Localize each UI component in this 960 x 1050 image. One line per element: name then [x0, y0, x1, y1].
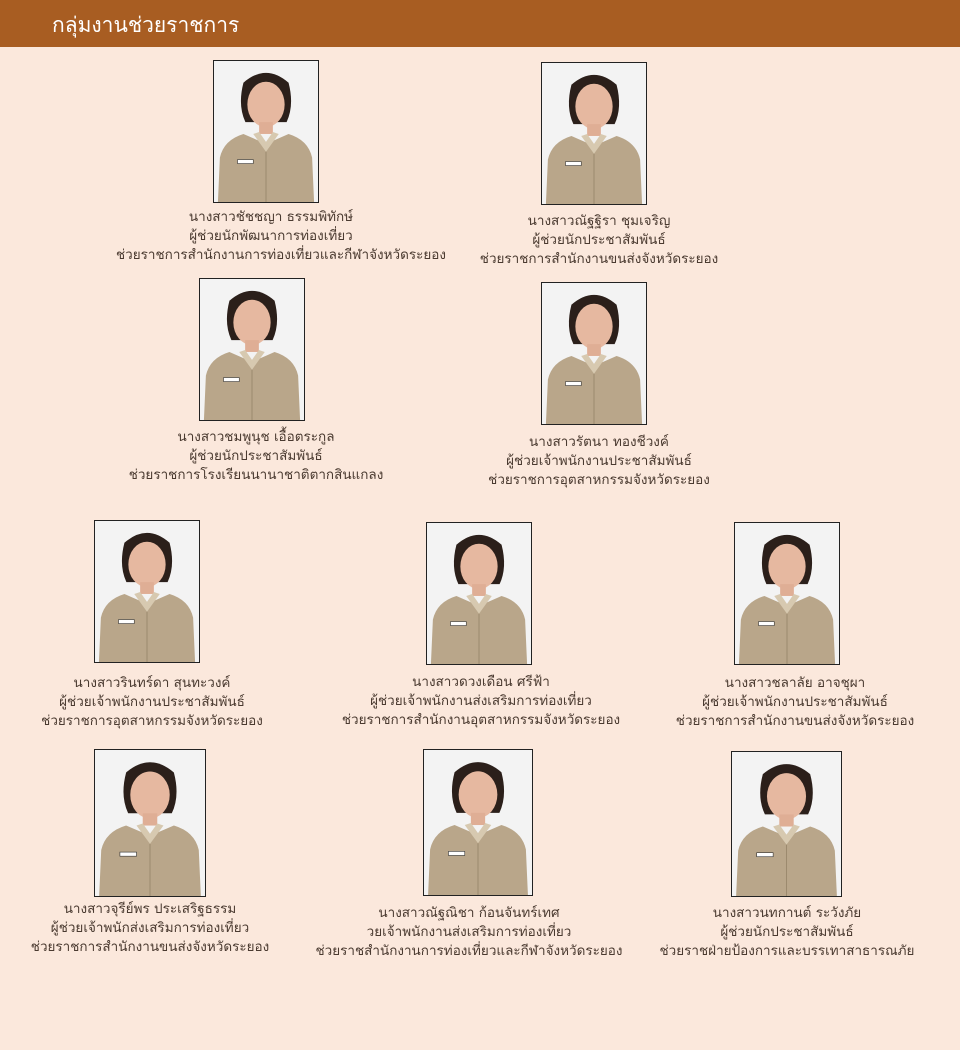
staff-position: ผู้ช่วยเจ้าพนักงานประชาสัมพันธ์ [59, 694, 245, 710]
staff-caption [670, 674, 920, 731]
staff-assignment: ช่วยราชฝ่ายป้องการและบรรเทาสาธารณภัย [659, 943, 915, 959]
staff-photo [213, 60, 319, 203]
staff-name: นางสาวณัฐณิชา ก้อนจันทร์เทศ [378, 905, 560, 921]
staff-photo [94, 520, 200, 663]
staff-assignment: ช่วยราชการโรงเรียนนานาชาติตากสินแกลง [128, 467, 384, 483]
staff-position: ผู้ช่วยเจ้าพนักส่งเสริมการท่องเที่ยว [50, 920, 250, 936]
staff-name: นางสาวจุรีย์พร ประเสริฐธรรม [63, 901, 237, 917]
staff-position: ผู้ช่วยนักประชาสัมพันธ์ [189, 448, 323, 464]
staff-name: นางสาวรัตนา ทองชีวงค์ [529, 434, 669, 450]
staff-photo [541, 282, 647, 425]
staff-name: นางสาวดวงเดือน ศรีฟ้า [412, 674, 550, 690]
staff-name: นางสาวชลาลัย อาจชุผา [724, 675, 866, 691]
header-title: กลุ่มงานช่วยราชการ [52, 13, 240, 37]
staff-position: ผู้ช่วยเจ้าพนักงานประชาสัมพันธ์ [702, 694, 888, 710]
staff-caption [474, 212, 724, 269]
staff-caption [116, 208, 446, 265]
staff-photo [94, 749, 206, 897]
staff-position: ผู้ช่วยนักพัฒนาการท่องเที่ยว [189, 228, 353, 244]
staff-assignment: ช่วยราชการอุตสาหกรรมจังหวัดระยอง [488, 472, 710, 488]
staff-photo [541, 62, 647, 205]
staff-caption [126, 428, 386, 485]
page-header [0, 0, 960, 47]
staff-name: นางสาวนทกานต์ ระวังภัย [712, 905, 862, 921]
staff-caption [655, 904, 919, 961]
staff-photo [426, 522, 532, 665]
staff-name: นางสาวชมพูนุช เอื้อตระกูล [177, 429, 335, 445]
staff-caption [474, 433, 724, 490]
staff-caption [37, 674, 267, 731]
staff-photo [734, 522, 840, 665]
staff-assignment: ช่วยราชการสำนักงานอุตสาหกรรมจังหวัดระยอง [341, 712, 621, 728]
staff-photo [199, 278, 305, 421]
staff-photo [423, 749, 533, 896]
staff-position: ผู้ช่วยเจ้าพนักงานประชาสัมพันธ์ [506, 453, 692, 469]
staff-assignment: ช่วยราชการอุตสาหกรรมจังหวัดระยอง [41, 713, 263, 729]
staff-photo [731, 751, 842, 897]
staff-position: ผู้ช่วยเจ้าพนักงานส่งเสริมการท่องเที่ยว [370, 693, 592, 709]
staff-caption [25, 900, 275, 957]
staff-caption [311, 904, 627, 961]
staff-name: นางสาวรินทร์ดา สุนทะวงค์ [73, 675, 231, 691]
staff-assignment: ช่วยราชการสำนักงานขนส่งจังหวัดระยอง [30, 939, 270, 955]
staff-position: ผู้ช่วยนักประชาสัมพันธ์ [532, 232, 666, 248]
staff-position: ผู้ช่วยนักประชาสัมพันธ์ [720, 924, 854, 940]
staff-caption [336, 673, 626, 730]
staff-name: นางสาวณัฐฐิรา ชุมเจริญ [527, 213, 671, 229]
staff-position: วยเจ้าพนักงานส่งเสริมการท่องเที่ยว [366, 924, 572, 940]
staff-assignment: ช่วยราชการสำนักงานการท่องเที่ยวและกีฬาจังหวัดระยอง [116, 247, 446, 263]
staff-assignment: ช่วยราชการสำนักงานขนส่งจังหวัดระยอง [479, 251, 719, 267]
staff-assignment: ช่วยราชสำนักงานการท่องเที่ยวและกีฬาจังหวัดระยอง [315, 943, 623, 959]
staff-assignment: ช่วยราชการสำนักงานขนส่งจังหวัดระยอง [675, 713, 915, 729]
staff-name: นางสาวชัชชญา ธรรมพิทักษ์ [188, 209, 354, 225]
